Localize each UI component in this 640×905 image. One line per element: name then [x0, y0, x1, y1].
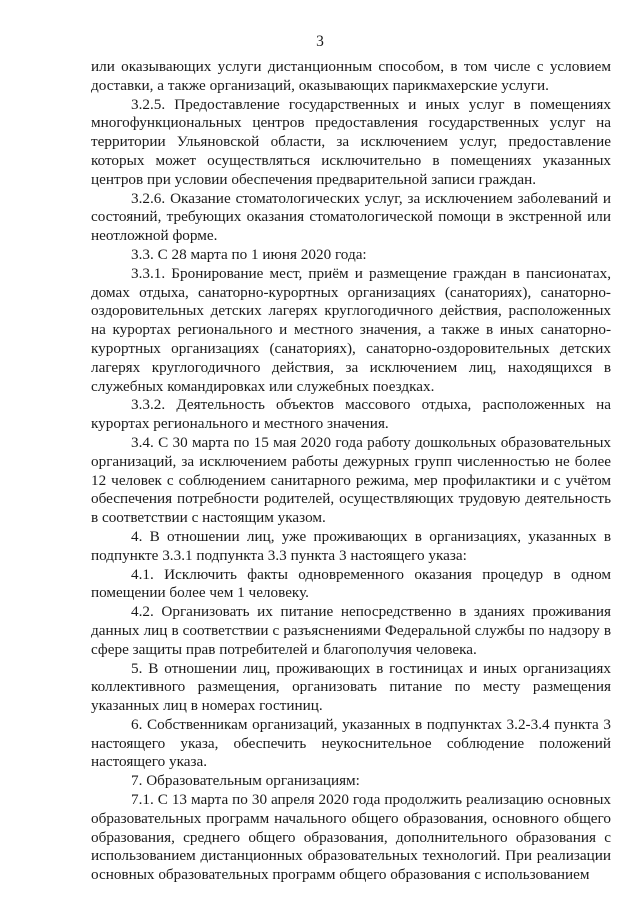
paragraph-4-2: 4.2. Организовать их питание непосредственно в зданиях проживания данных лиц в соответствии с разъяснениями Федеральной службы по надзору в сфере защиты прав потребителей и благополучия человека. — [91, 603, 611, 658]
paragraph-4: 4. В отношении лиц, уже проживающих в организациях, указанных в подпункте 3.3.1 подпункта 3.3 пункта 3 настоящего указа: — [91, 527, 611, 564]
paragraph-3-3-1: 3.3.1. Бронирование мест, приём и размещение граждан в пансионатах, домах отдыха, санаторно-курортных организациях (санаториях), санаторно-оздоровительных детских лагерях круглогодичного действия, расположенных на курортах регионального и местного значения, а также в иных санаторно-курортных организациях (санаториях), санаторно-оздоровительных детских лагерях круглогодичного действия, за исключением лиц, находящихся в служебных командировках или служебных поездках. — [91, 264, 611, 395]
paragraph-3-3: 3.3. С 28 марта по 1 июня 2020 года: — [131, 245, 367, 263]
paragraph-3-3-2: 3.3.2. Деятельность объектов массового отдыха, расположенных на курортах регионального и местного значения. — [91, 396, 611, 433]
page-number: 3 — [316, 33, 324, 50]
paragraph-4-1: 4.1. Исключить факты одновременного оказания процедур в одном помещении более чем 1 человеку. — [91, 565, 611, 602]
paragraph-6: 6. Собственникам организаций, указанных в подпунктах 3.2-3.4 пункта 3 настоящего указа, обеспечить неукоснительное соблюдение положений настоящего указа. — [91, 715, 611, 771]
document-body — [91, 58, 611, 885]
paragraph-5: 5. В отношении лиц, проживающих в гостиницах и иных организациях коллективного размещения, организовать питание по месту размещения указанных лиц в номерах гостиниц. — [91, 659, 611, 715]
paragraph-continuation: или оказывающих услуги дистанционным способом, в том числе с условием доставки, а также организаций, оказывающих парикмахерские услуги. — [91, 58, 611, 94]
paragraph-7: 7. Образовательным организациям: — [131, 772, 360, 790]
paragraph-3-2-5: 3.2.5. Предоставление государственных и иных услуг в помещениях многофункциональных центров предоставления государственных услуг на территории Ульяновской области, за исключением услуг, предоставление которых может осуществляться исключительно в помещениях указанных центров при условии обеспечения предварительной записи граждан. — [91, 95, 611, 188]
paragraph-3-2-6: 3.2.6. Оказание стоматологических услуг, за исключением заболеваний и состояний, требующих оказания стоматологической помощи в экстренной или неотложной форме. — [91, 189, 611, 245]
paragraph-7-1: 7.1. С 13 марта по 30 апреля 2020 года продолжить реализацию основных образовательных программ начального общего образования, основного общего образования, среднего общего образования, дополнительного образования с использованием дистанционных образовательных технологий. При реализации основных образовательных программ общего образования с использованием — [91, 791, 611, 884]
paragraph-3-4: 3.4. С 30 марта по 15 мая 2020 года работу дошкольных образовательных организаций, за исключением работы дежурных групп численностью не более 12 человек с соблюдением санитарного режима, мер профилактики и с учётом обеспечения потребности родителей, осуществляющих трудовую деятельность в соответствии с настоящим указом. — [91, 433, 611, 527]
